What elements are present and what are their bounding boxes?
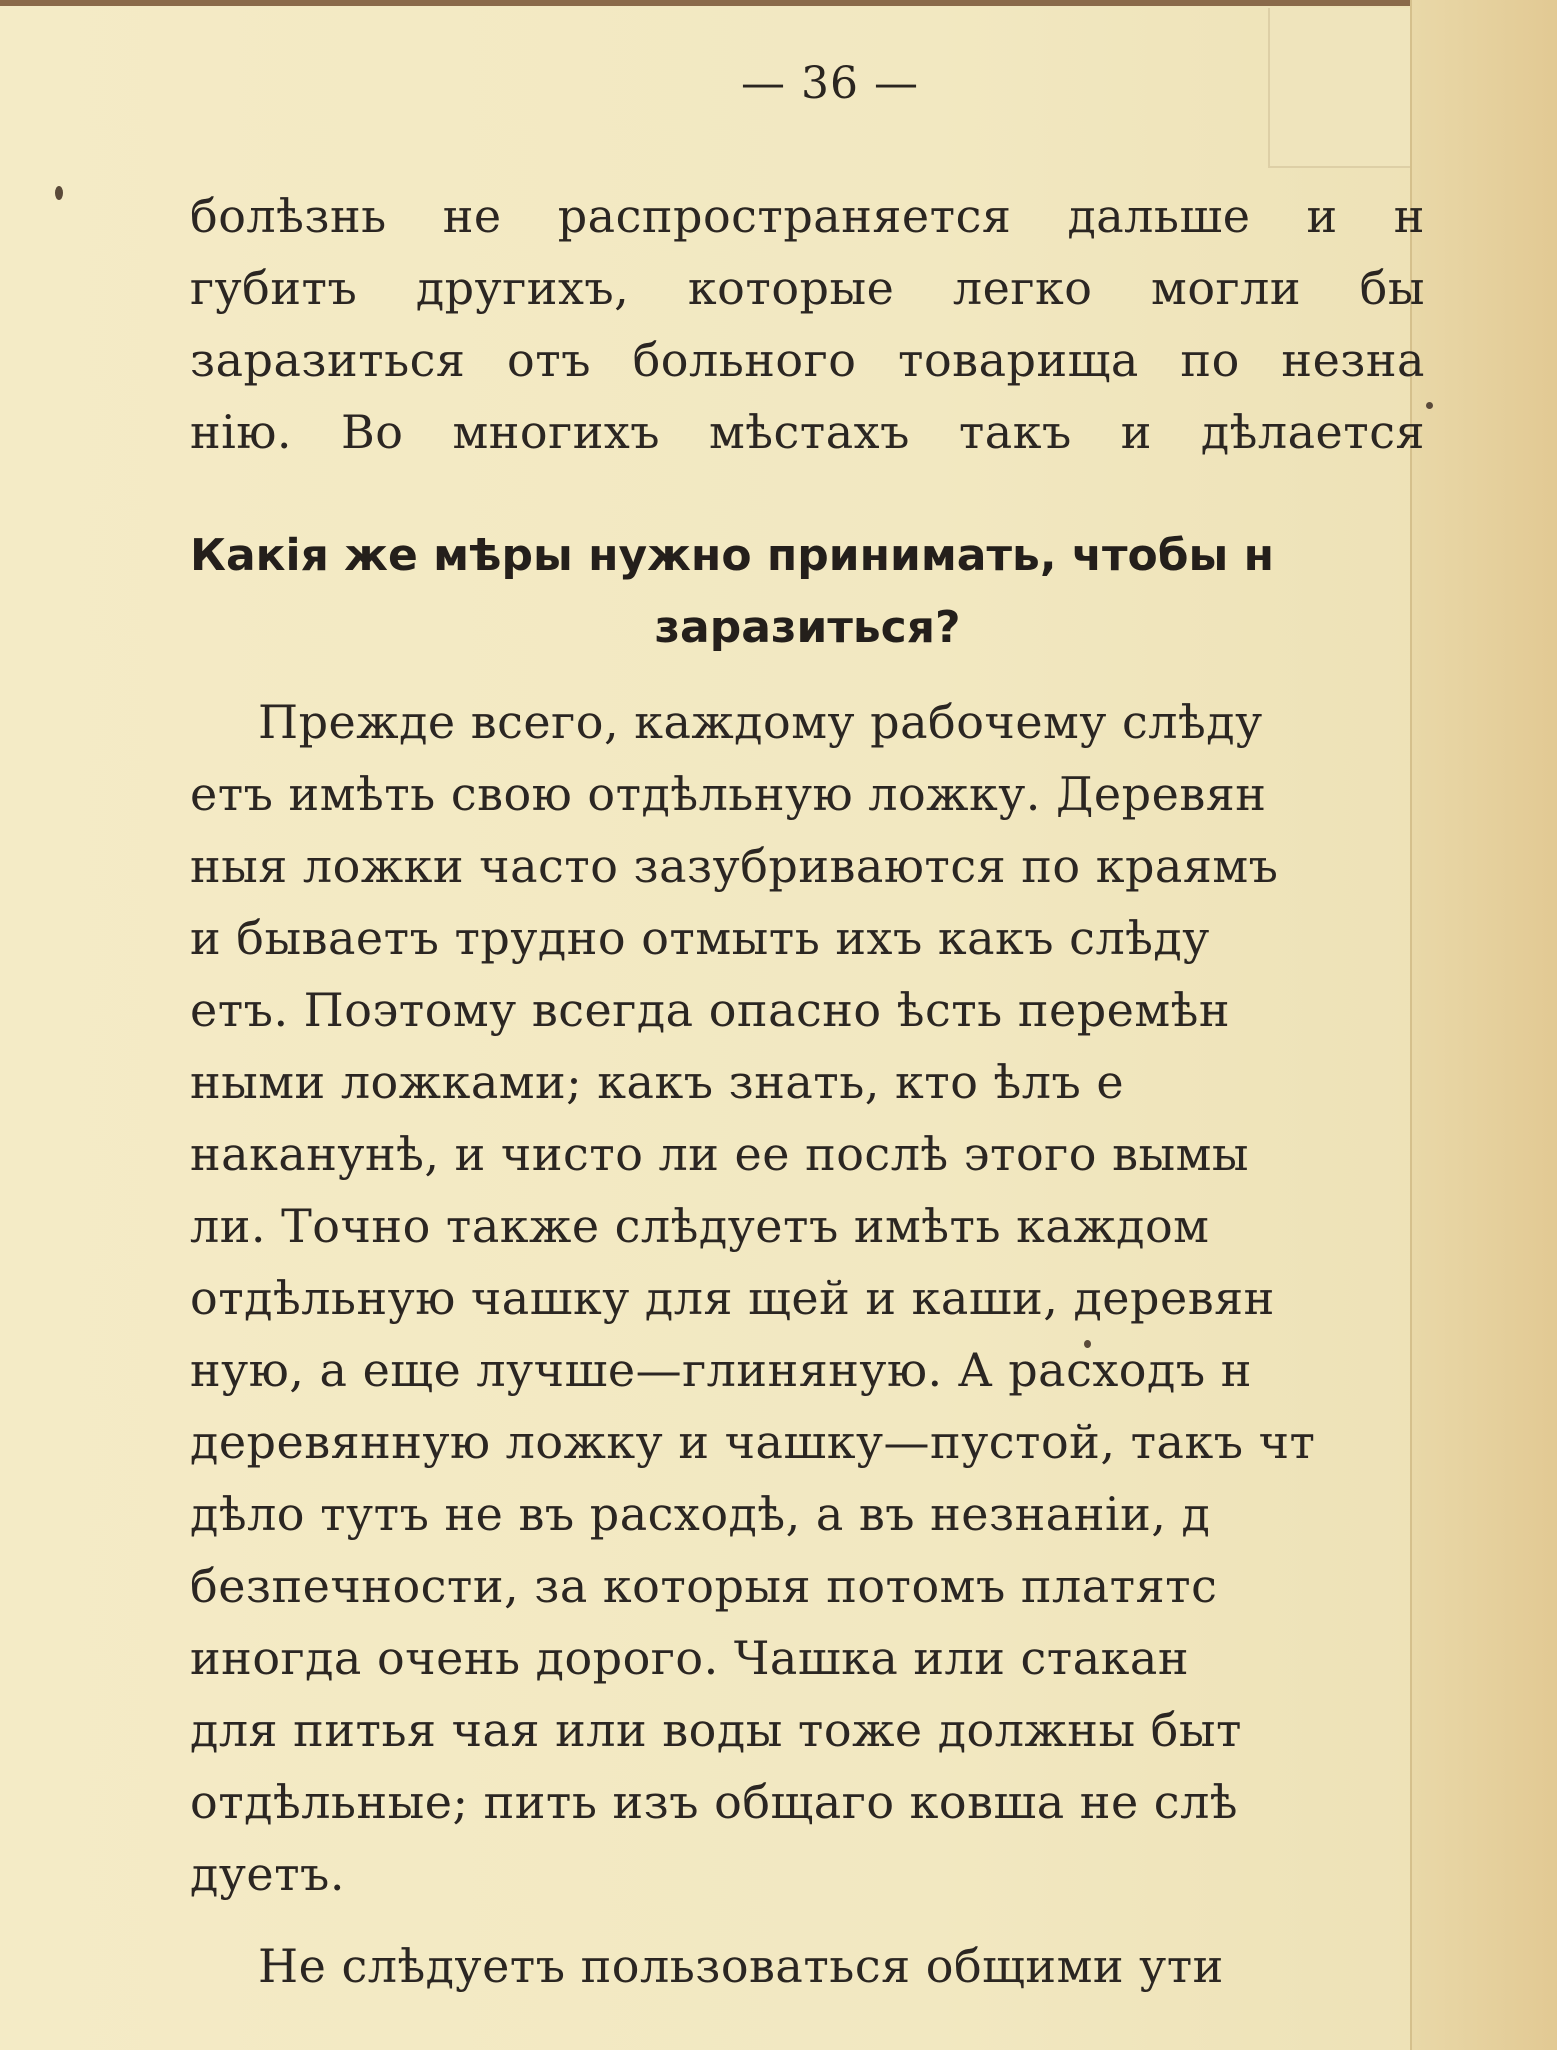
paragraph-next — [190, 1930, 1425, 2002]
text-line: и бываетъ трудно отмыть ихъ какъ слѣду — [190, 911, 1210, 965]
text-line: ными ложками; какъ знать, кто ѣлъ е — [190, 1055, 1125, 1109]
text-line: безпечности, за которыя потомъ платятс — [190, 1559, 1218, 1613]
text-line: наканунѣ, и чисто ли ее послѣ этого вымы — [190, 1127, 1249, 1181]
text-line: нію. Во многихъ мѣстахъ такъ и дѣлается — [190, 405, 1425, 459]
heading-line: заразиться? — [654, 602, 961, 653]
text-line: етъ. Поэтому всегда опасно ѣсть перемѣн — [190, 983, 1231, 1037]
text-line: Не слѣдуетъ пользоваться общими ути — [258, 1939, 1224, 1993]
text-line: дуетъ. — [190, 1847, 345, 1901]
margin-paper-strip — [1410, 0, 1557, 2050]
text-line: ныя ложки часто зазубриваются по краямъ — [190, 839, 1279, 893]
text-line: для питья чая или воды тоже должны быт — [190, 1703, 1242, 1757]
heading-line: Какія же мѣры нужно принимать, чтобы н — [190, 530, 1275, 581]
ink-speck — [1426, 402, 1433, 409]
text-line: отдѣльные; пить изъ общаго ковша не слѣ — [190, 1775, 1239, 1829]
text-line: деревянную ложку и чашку—пустой, такъ чт — [190, 1415, 1316, 1469]
text-line: ли. Точно также слѣдуетъ имѣть каждом — [190, 1199, 1210, 1253]
text-line: дѣло тутъ не въ расходѣ, а въ незнаніи, д — [190, 1487, 1211, 1541]
text-line: отдѣльную чашку для щей и каши, деревян — [190, 1271, 1275, 1325]
text-line: ную, а еще лучше—глиняную. А расходъ н — [190, 1343, 1252, 1397]
text-line: Прежде всего, каждому рабочему слѣду — [258, 695, 1263, 749]
text-line: заразиться отъ больного товарища по незна — [190, 333, 1425, 387]
paragraph-continuation — [190, 180, 1425, 468]
page-number: — 36 — — [741, 58, 919, 109]
text-line: губитъ другихъ, которые легко могли бы — [190, 261, 1425, 315]
text-line: етъ имѣть свою отдѣльную ложку. Деревян — [190, 767, 1267, 821]
text-line: болѣзнь не распространяется дальше и н — [190, 189, 1425, 243]
section-heading — [190, 520, 1425, 664]
text-column — [190, 0, 1425, 2050]
paragraph-main — [190, 686, 1425, 1910]
text-line: иногда очень дорого. Чашка или стакан — [190, 1631, 1190, 1685]
ink-speck — [55, 186, 63, 200]
